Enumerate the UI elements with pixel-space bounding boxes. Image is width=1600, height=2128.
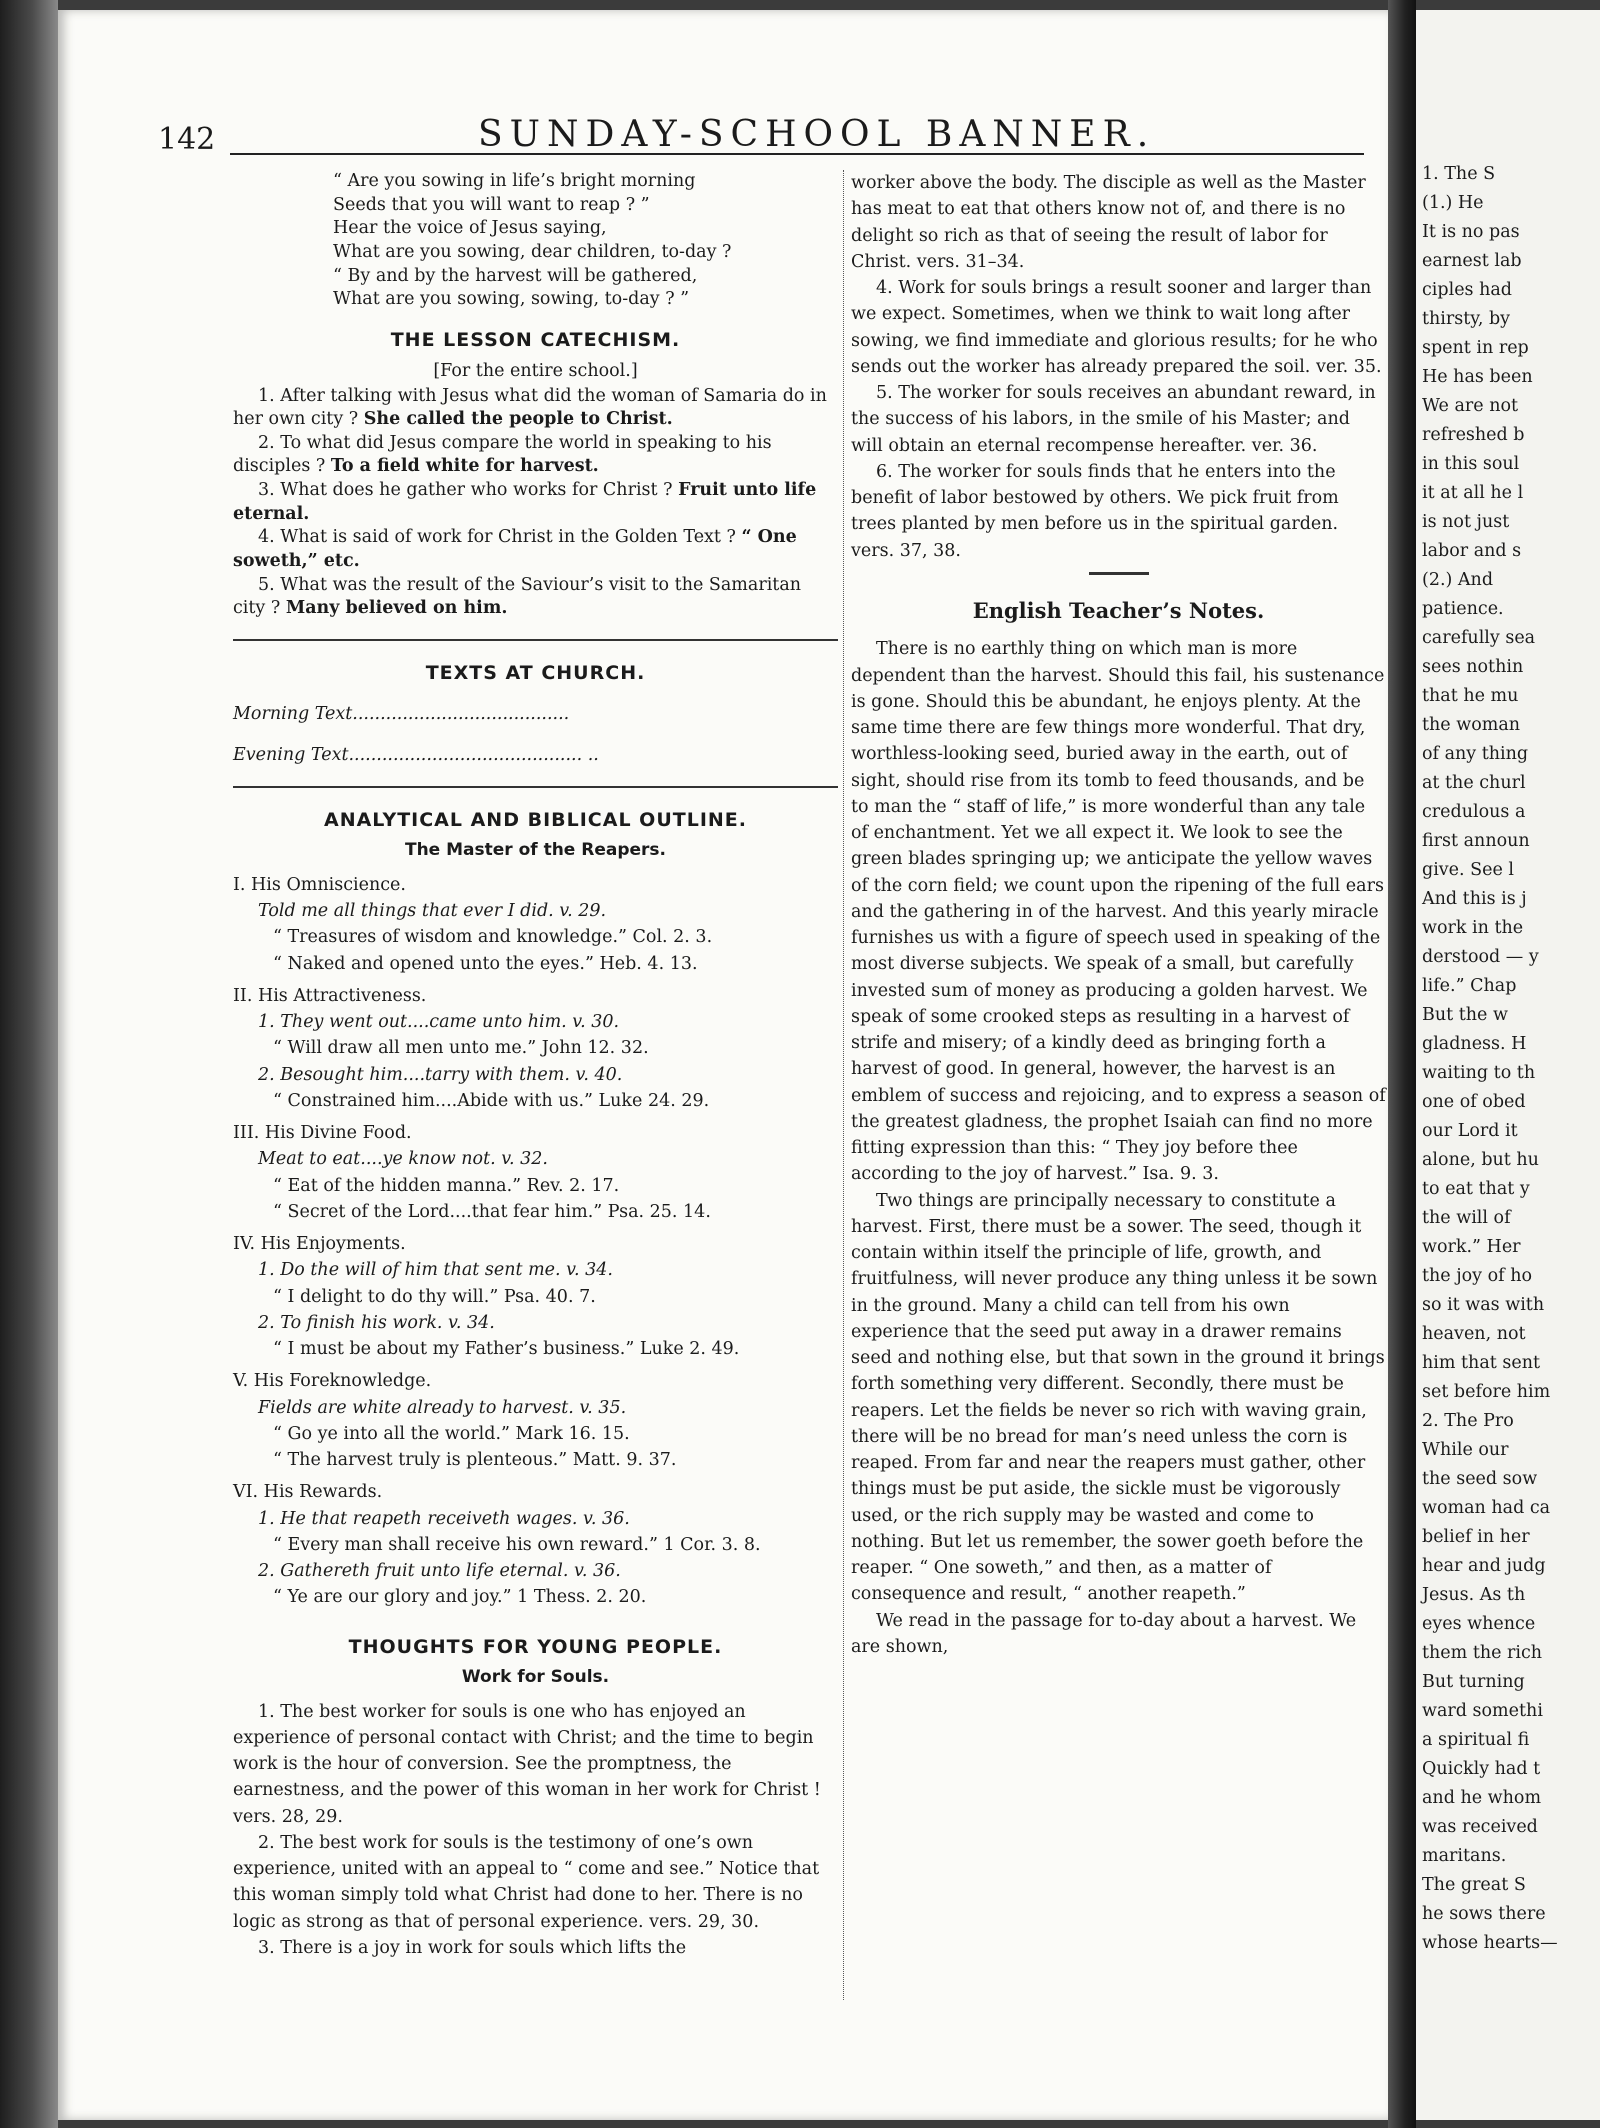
outline-line: V. His Foreknowledge. — [233, 1371, 432, 1392]
facing-line: and he whom — [1422, 1788, 1542, 1808]
facing-line: is not just — [1422, 512, 1510, 532]
thoughts-subtitle: Work for Souls. — [461, 1667, 610, 1687]
outline-line: “ Every man shall receive his own reward.” 1 Cor. 3. 8. — [273, 1534, 761, 1555]
facing-line: in this soul — [1422, 454, 1520, 474]
facing-line: Quickly had t — [1422, 1759, 1541, 1779]
facing-line: that he mu — [1422, 686, 1519, 706]
catechism-list — [233, 385, 838, 621]
facing-line: While our — [1422, 1440, 1509, 1460]
facing-line: a spiritual fi — [1422, 1730, 1530, 1750]
outline-list — [233, 872, 838, 1611]
page-number: 142 — [158, 122, 216, 157]
outline-line: “ I must be about my Father’s business.” Luke 2. 49. — [273, 1339, 740, 1359]
thought-paragraph: 1. The best worker for souls is one who has enjoyed an experience of personal contact with Christ; and the time to begin work is the hour of conversion. See the promptness, the earnestness, and the power of this woman in her work for Christ ! vers. 28, 29. — [233, 1701, 821, 1827]
facing-line: credulous a — [1422, 802, 1526, 822]
facing-line: patience. — [1422, 599, 1504, 619]
outline-line: 1. They went out....came unto him. v. 30. — [258, 1012, 620, 1032]
facing-line: The great S — [1422, 1875, 1526, 1895]
facing-line: life.” Chap — [1422, 976, 1517, 996]
outline-line: Fields are white already to harvest. v. 35. — [258, 1397, 627, 1418]
facing-line: sees nothin — [1422, 657, 1524, 677]
catechism-answer: Fruit unto life eternal. — [233, 480, 817, 524]
facing-line: hear and judg — [1422, 1556, 1546, 1576]
left-column — [233, 170, 838, 1961]
facing-line: the joy of ho — [1422, 1266, 1533, 1286]
outline-line: 2. To finish his work. v. 34. — [258, 1312, 495, 1333]
facing-line: (2.) And — [1422, 570, 1494, 590]
right-column — [851, 170, 1386, 1660]
facing-line: the woman — [1422, 715, 1521, 735]
facing-line: the will of — [1422, 1208, 1511, 1228]
facing-line: eyes whence — [1422, 1614, 1536, 1634]
facing-line: first announ — [1422, 831, 1530, 851]
section-rule — [233, 786, 838, 788]
poem-line: Hear the voice of Jesus saying, — [333, 218, 607, 239]
book-page — [58, 10, 1388, 2120]
english-notes-title: English Teacher’s Notes. — [972, 597, 1265, 623]
thought-paragraph: 4. Work for souls brings a result sooner and larger than we expect. Sometimes, when we think to wait long after sowing, we find immediate and glorious results; for he who sends out the worker has already prepared the soil. ver. 35. — [851, 278, 1382, 377]
outline-line: “ Treasures of wisdom and knowledge.” Col. 2. 3. — [273, 927, 713, 948]
facing-line: give. See l — [1422, 860, 1515, 880]
catechism-question: 4. What is said of work for Christ in the Golden Text ? — [258, 527, 736, 548]
outline-line: 2. Gathereth fruit unto life eternal. v. 36. — [258, 1561, 621, 1581]
facing-line: woman had ca — [1422, 1498, 1551, 1518]
section-rule — [233, 639, 838, 641]
texts-title: TEXTS AT CHURCH. — [425, 661, 646, 684]
outline-line: 1. He that reapeth receiveth wages. v. 36. — [258, 1508, 630, 1529]
outline-line: 2. Besought him....tarry with them. v. 40. — [258, 1064, 623, 1085]
facing-line: work.” Her — [1422, 1237, 1521, 1257]
notes-paragraph: Two things are principally necessary to constitute a harvest. First, there must be a sower. The seed, though it contain within itself the principle of life, growth, and fruitfulness, will never produce any thing unless it be sown in the ground. Many a child can tell from his own experience that the seed put away in a drawer remains seed and nothing else, but that sown in the ground it brings forth something very different. Secondly, there must be reapers. Let the fields be never so rich with waving grain, there will be no bread for man’s need unless the corn is reaped. From far and near the reapers must gather, other things must be put aside, the sickle must be vigorously used, or the rich supply may be wasted and come to nothing. But let us remember, the sower goeth before the reaper. “ One soweth,” and then, as a matter of consequence and result, “ another reapeth.” — [851, 1190, 1385, 1605]
facing-line: our Lord it — [1422, 1121, 1518, 1141]
outline-line: 1. Do the will of him that sent me. v. 34. — [258, 1260, 613, 1281]
outline-subtitle: The Master of the Reapers. — [404, 840, 667, 861]
facing-line: And this is j — [1422, 889, 1527, 909]
outline-line: VI. His Rewards. — [233, 1482, 383, 1503]
outline-line: “ Go ye into all the world.” Mark 16. 15. — [273, 1423, 630, 1444]
outline-line: IV. His Enjoyments. — [233, 1234, 406, 1254]
facing-line: But the w — [1422, 1005, 1508, 1025]
facing-line: at the churl — [1422, 773, 1526, 793]
catechism-answer: To a field white for harvest. — [330, 456, 599, 477]
outline-line: Meat to eat....ye know not. v. 32. — [258, 1149, 548, 1170]
thoughts-right — [851, 170, 1386, 564]
outline-line: III. His Divine Food. — [233, 1123, 412, 1143]
catechism-question: 3. What does he gather who works for Christ ? — [258, 480, 673, 500]
catechism-answer: Many believed on him. — [285, 598, 508, 619]
evening-text: Evening Text.......................................... .. — [233, 744, 599, 765]
facing-line: one of obed — [1422, 1092, 1526, 1112]
catechism-item — [233, 432, 838, 479]
catechism-question: 5. What was the result of the Saviour’s visit to the Samaritan city ? — [233, 574, 802, 619]
page-gutter — [1388, 0, 1416, 2128]
outline-line: I. His Omniscience. — [233, 874, 406, 895]
catechism-item — [233, 574, 838, 621]
outline-line: “ Ye are our glory and joy.” 1 Thess. 2. 20. — [273, 1587, 647, 1608]
catechism-note: [For the entire school.] — [433, 361, 638, 382]
facing-line: 2. The Pro — [1422, 1411, 1514, 1431]
outline-line: “ Will draw all men unto me.” John 12. 32. — [273, 1038, 649, 1059]
catechism-item — [233, 479, 838, 526]
facing-line: But turning — [1422, 1672, 1525, 1692]
outline-line: “ Naked and opened unto the eyes.” Heb. 4. 13. — [273, 953, 698, 974]
outline-line: “ Secret of the Lord....that fear him.” Psa. 25. 14. — [273, 1201, 711, 1222]
catechism-answer: “ One soweth,” etc. — [233, 527, 797, 571]
facing-line: gladness. H — [1422, 1034, 1527, 1054]
facing-line: ciples had — [1422, 280, 1513, 300]
facing-line: thirsty, by — [1422, 309, 1511, 329]
header-rule — [230, 153, 1364, 155]
outline-line: II. His Attractiveness. — [233, 985, 427, 1006]
outline-title: ANALYTICAL AND BIBLICAL OUTLINE. — [323, 808, 747, 831]
catechism-title: THE LESSON CATECHISM. — [390, 328, 681, 351]
poem-line: “ Are you sowing in life’s bright morning — [333, 171, 696, 191]
facing-line: heaven, not — [1422, 1324, 1526, 1344]
facing-line: so it was with — [1422, 1295, 1545, 1315]
facing-line: was received — [1422, 1817, 1538, 1837]
facing-line: whose hearts— — [1422, 1933, 1558, 1953]
outline-line: Told me all things that ever I did. v. 29. — [258, 901, 607, 921]
short-rule — [1089, 572, 1149, 575]
facing-line: ward somethi — [1422, 1701, 1543, 1721]
facing-line: It is no pas — [1422, 222, 1520, 242]
outline-line: “ Constrained him....Abide with us.” Luke 24. 29. — [273, 1090, 710, 1111]
facing-page — [1416, 10, 1600, 2120]
facing-line: derstood — y — [1422, 947, 1539, 967]
facing-line: work in the — [1422, 918, 1524, 938]
catechism-answer: She called the people to Christ. — [363, 409, 673, 430]
catechism-question: 1. After talking with Jesus what did the woman of Samaria do in her own city ? — [233, 385, 827, 430]
poem — [333, 170, 838, 312]
facing-line: Jesus. As th — [1422, 1585, 1526, 1605]
poem-line: What are you sowing, dear children, to-day ? — [333, 241, 732, 262]
outline-line: “ The harvest truly is plenteous.” Matt. 9. 37. — [273, 1450, 677, 1470]
facing-line: spent in rep — [1422, 338, 1529, 358]
facing-line: them the rich — [1422, 1643, 1543, 1663]
running-title: SUNDAY-SCHOOL BANNER. — [478, 114, 1156, 155]
column-divider — [843, 170, 844, 2000]
facing-line: We are not — [1422, 396, 1519, 416]
facing-line: it at all he l — [1422, 483, 1524, 503]
book-binding — [0, 0, 58, 2128]
facing-line: 1. The S — [1422, 164, 1496, 184]
facing-line: him that sent — [1422, 1353, 1540, 1373]
facing-line: maritans. — [1422, 1846, 1507, 1866]
notes-paragraph: There is no earthly thing on which man is more dependent than the harvest. Should this fail, his sustenance is gone. Should this be abundant, he enjoys plenty. At the same time there are few things more wonderful. That dry, worthless-looking seed, buried away in the earth, out of sight, should rise from its tomb to feed thousands, and be to man the “ staff of life,” is more wonderful than any tale of enchantment. Yet we all expect it. We look to see the green blades springing up; we anticipate the yellow waves of the corn field; we count upon the ripening of the full ears and the gathering in of the harvest. And this yearly miracle furnishes us with a figure of speech used in speaking of the most diverse subjects. We speak of a small, but carefully invested sum of money as producing a golden harvest. We speak of some crooked steps as resulting in a harvest of strife and misery; of a kindly deed as bringing forth a harvest of good. In general, however, the harvest is an emblem of success and rejoicing, and to express a season of the greatest gladness, the prophet Isaiah can find no more fitting expression than this: “ They joy before thee according to the joy of harvest.” Isa. 9. 3. — [851, 639, 1386, 1185]
outline-line: “ Eat of the hidden manna.” Rev. 2. 17. — [273, 1175, 620, 1196]
facing-line: refreshed b — [1422, 425, 1525, 445]
facing-page-text — [1422, 160, 1558, 1958]
thoughts-title: THOUGHTS FOR YOUNG PEOPLE. — [348, 1635, 723, 1658]
poem-line: “ By and by the harvest will be gathered, — [333, 265, 698, 286]
facing-line: He has been — [1422, 367, 1533, 387]
poem-line: What are you sowing, sowing, to-day ? ” — [333, 289, 690, 310]
facing-line: set before him — [1422, 1382, 1551, 1402]
outline-line: “ I delight to do thy will.” Psa. 40. 7. — [273, 1286, 596, 1307]
poem-line: Seeds that you will want to reap ? ” — [333, 194, 650, 215]
facing-line: earnest lab — [1422, 251, 1522, 271]
facing-line: alone, but hu — [1422, 1150, 1539, 1170]
english-notes-body — [851, 636, 1386, 1660]
facing-line: waiting to th — [1422, 1063, 1536, 1083]
thought-paragraph: 6. The worker for souls finds that he enters into the benefit of labor bestowed by others. We pick fruit from trees planted by men before us in the spiritual garden. vers. 37, 38. — [851, 461, 1339, 561]
facing-line: the seed sow — [1422, 1469, 1538, 1489]
catechism-item — [233, 385, 838, 432]
notes-paragraph: We read in the passage for to-day about a harvest. We are shown, — [851, 1610, 1357, 1657]
catechism-item — [233, 526, 838, 573]
thought-paragraph: 5. The worker for souls receives an abundant reward, in the success of his labors, in the smile of his Master; and will obtain an eternal recompense hereafter. ver. 36. — [851, 383, 1376, 456]
facing-line: belief in her — [1422, 1527, 1530, 1547]
facing-line: to eat that y — [1422, 1179, 1530, 1199]
thought-paragraph: worker above the body. The disciple as well as the Master has meat to eat that others know not of, and there is no delight so rich as that of seeing the result of labor for Christ. vers. 31–34. — [851, 173, 1366, 272]
thoughts-left — [233, 1699, 838, 1962]
facing-line: of any thing — [1422, 744, 1529, 764]
facing-line: (1.) He — [1422, 193, 1484, 213]
facing-line: carefully sea — [1422, 628, 1536, 648]
thought-paragraph: 3. There is a joy in work for souls which lifts the — [258, 1937, 687, 1958]
facing-line: labor and s — [1422, 541, 1522, 561]
thought-paragraph: 2. The best work for souls is the testimony of one’s own experience, united with an appeal to “ come and see.” Notice that this woman simply told what Christ had done to her. There is no logic as strong as that of personal experience. vers. 29, 30. — [233, 1832, 820, 1932]
facing-line: he sows there — [1422, 1904, 1546, 1924]
catechism-question: 2. To what did Jesus compare the world in speaking to his disciples ? — [233, 432, 772, 477]
morning-text: Morning Text....................................... — [233, 704, 570, 725]
